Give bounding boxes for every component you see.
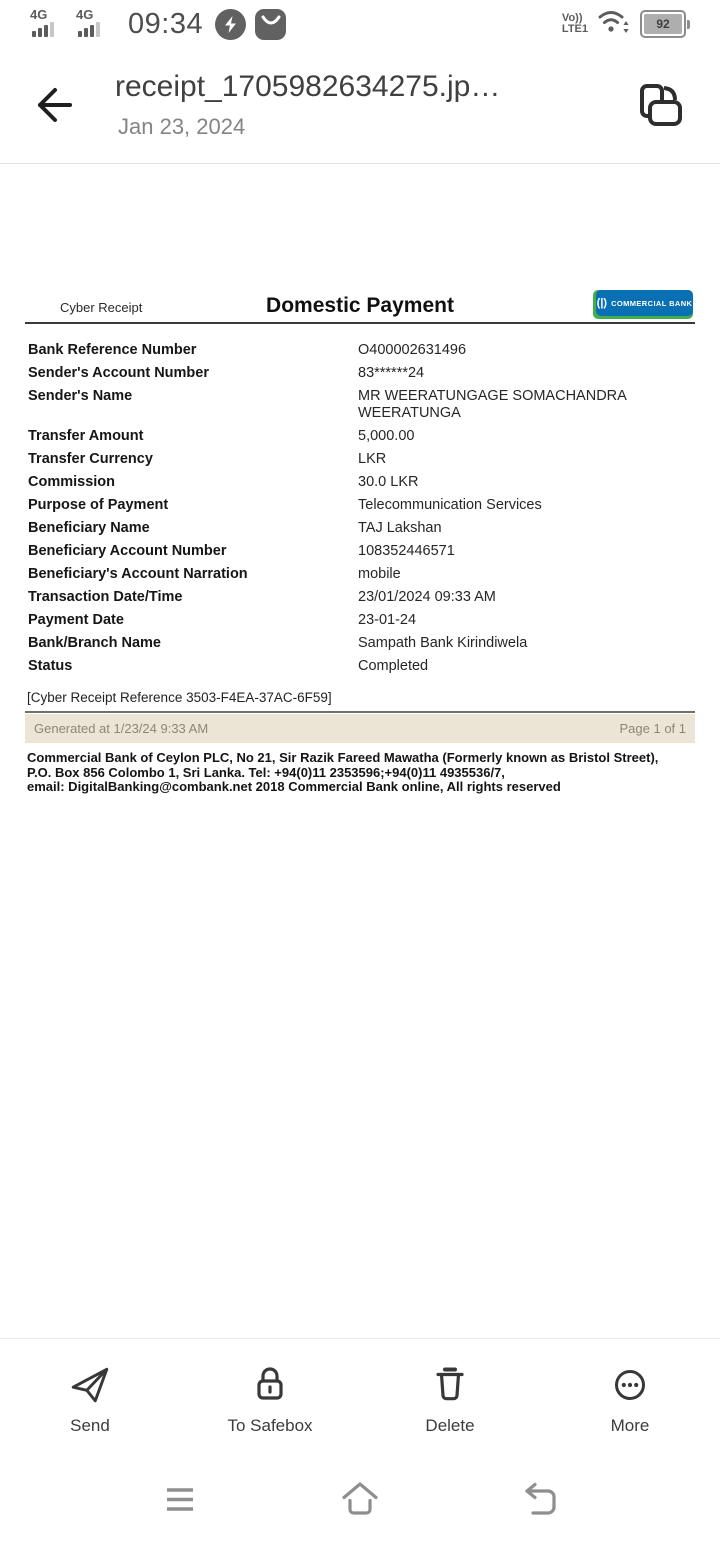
- receipt-field-row: [25, 635, 695, 652]
- home-icon[interactable]: [338, 1479, 382, 1524]
- field-value: Completed: [358, 658, 429, 674]
- page-indicator: Page 1 of 1: [619, 721, 686, 736]
- signal-strength-icon: [30, 6, 72, 42]
- field-value: MR WEERATUNGAGE SOMACHANDRA WEERATUNGA: [358, 388, 627, 421]
- receipt-field-row: [25, 566, 695, 583]
- bottom-action-bar: [0, 1338, 720, 1459]
- status-bar: [0, 0, 720, 48]
- recents-menu-icon[interactable]: [162, 1484, 198, 1519]
- field-label: Transaction Date/Time: [28, 589, 183, 605]
- receipt-field-row: [25, 474, 695, 491]
- field-value: 23-01-24: [358, 612, 417, 628]
- field-value: 30.0 LKR: [358, 474, 419, 490]
- back-arrow-icon[interactable]: [28, 82, 74, 128]
- footer-line: email: DigitalBanking@combank.net 2018 Commercial Bank online, All rights reserved: [27, 779, 561, 794]
- field-label: Transfer Currency: [28, 451, 153, 467]
- receipt-footer: [25, 751, 695, 795]
- messenger-notification-icon: [215, 9, 246, 40]
- more-icon: [610, 1363, 650, 1405]
- app-header: [0, 48, 720, 163]
- receipt-field-row: [25, 342, 695, 359]
- footer-line: Commercial Bank of Ceylon PLC, No 21, Sir Razik Fareed Mawatha (Formerly known as Bristol Street),: [27, 750, 659, 765]
- shop-bag-notification-icon: [255, 9, 286, 40]
- field-label: Sender's Name: [28, 388, 133, 404]
- field-label: Payment Date: [28, 612, 124, 628]
- field-value: O400002631496: [358, 342, 467, 358]
- field-label: Status: [28, 658, 73, 674]
- field-label: Beneficiary Account Number: [28, 543, 227, 559]
- delete-label: Delete: [425, 1415, 475, 1435]
- lock-icon: [250, 1363, 290, 1405]
- field-value: Sampath Bank Kirindiwela: [358, 635, 528, 651]
- receipt-field-row: [25, 388, 695, 422]
- signal-strength-icon-2: [76, 6, 118, 42]
- delete-button[interactable]: [360, 1339, 540, 1459]
- receipt-field-row: [25, 497, 695, 514]
- receipt-image[interactable]: [25, 287, 695, 795]
- network-type-label: 4G: [76, 7, 94, 22]
- field-label: Bank/Branch Name: [28, 635, 161, 651]
- battery-percent: 92: [644, 14, 682, 34]
- receipt-header: [25, 287, 695, 324]
- receipt-field-row: [25, 658, 695, 675]
- header-divider: [0, 163, 720, 164]
- to-safebox-label: To Safebox: [227, 1415, 313, 1435]
- field-value: Telecommunication Services: [358, 497, 542, 513]
- generated-timestamp: Generated at 1/23/24 9:33 AM: [34, 721, 209, 736]
- receipt-field-row: [25, 428, 695, 445]
- more-button[interactable]: [540, 1339, 720, 1459]
- rotate-icon[interactable]: [634, 78, 686, 134]
- receipt-reference: [Cyber Receipt Reference 3503-F4EA-37AC-6F59]: [25, 690, 695, 713]
- receipt-fields: [25, 342, 695, 675]
- receipt-field-row: [25, 451, 695, 468]
- receipt-field-row: [25, 543, 695, 560]
- receipt-field-row: [25, 612, 695, 629]
- status-time: 09:34: [128, 7, 204, 40]
- wifi-icon: [597, 8, 631, 41]
- receipt-field-row: [25, 520, 695, 537]
- footer-line: P.O. Box 856 Colombo 1, Sri Lanka. Tel: +94(0)11 2353596;+94(0)11 4935536/7,: [27, 764, 505, 780]
- commercial-bank-logo: (|) COMMERCIAL BANK: [593, 290, 693, 319]
- network-type-label: 4G: [30, 7, 48, 22]
- back-nav-icon[interactable]: [518, 1480, 562, 1523]
- send-icon: [69, 1363, 111, 1405]
- field-label: Beneficiary's Account Narration: [28, 566, 248, 582]
- send-button[interactable]: [0, 1339, 180, 1459]
- receipt-title: Domestic Payment: [266, 294, 454, 317]
- receipt-field-row: [25, 365, 695, 382]
- field-label: Purpose of Payment: [28, 497, 169, 513]
- field-value: TAJ Lakshan: [358, 520, 442, 536]
- trash-icon: [430, 1363, 470, 1405]
- android-nav-bar: [0, 1459, 720, 1544]
- field-label: Bank Reference Number: [28, 342, 197, 358]
- field-value: LKR: [358, 451, 387, 467]
- to-safebox-button[interactable]: [180, 1339, 360, 1459]
- file-title: receipt_1705982634275.jp…: [115, 70, 501, 103]
- field-value: 83******24: [358, 365, 425, 381]
- receipt-type-label: Cyber Receipt: [60, 300, 143, 315]
- field-label: Sender's Account Number: [28, 365, 209, 381]
- generated-bar: [25, 714, 695, 743]
- field-value: 5,000.00: [358, 428, 415, 444]
- file-date: Jan 23, 2024: [118, 114, 246, 139]
- volte-indicator: Vo)) LTE1: [561, 12, 588, 35]
- field-value: 108352446571: [358, 543, 455, 559]
- field-label: Transfer Amount: [28, 428, 144, 444]
- field-value: 23/01/2024 09:33 AM: [358, 589, 496, 605]
- battery-icon: [640, 10, 690, 38]
- field-label: Beneficiary Name: [28, 520, 150, 536]
- send-label: Send: [70, 1415, 110, 1435]
- field-label: Commission: [28, 474, 116, 490]
- field-value: mobile: [358, 566, 401, 582]
- receipt-field-row: [25, 589, 695, 606]
- more-label: More: [610, 1415, 650, 1435]
